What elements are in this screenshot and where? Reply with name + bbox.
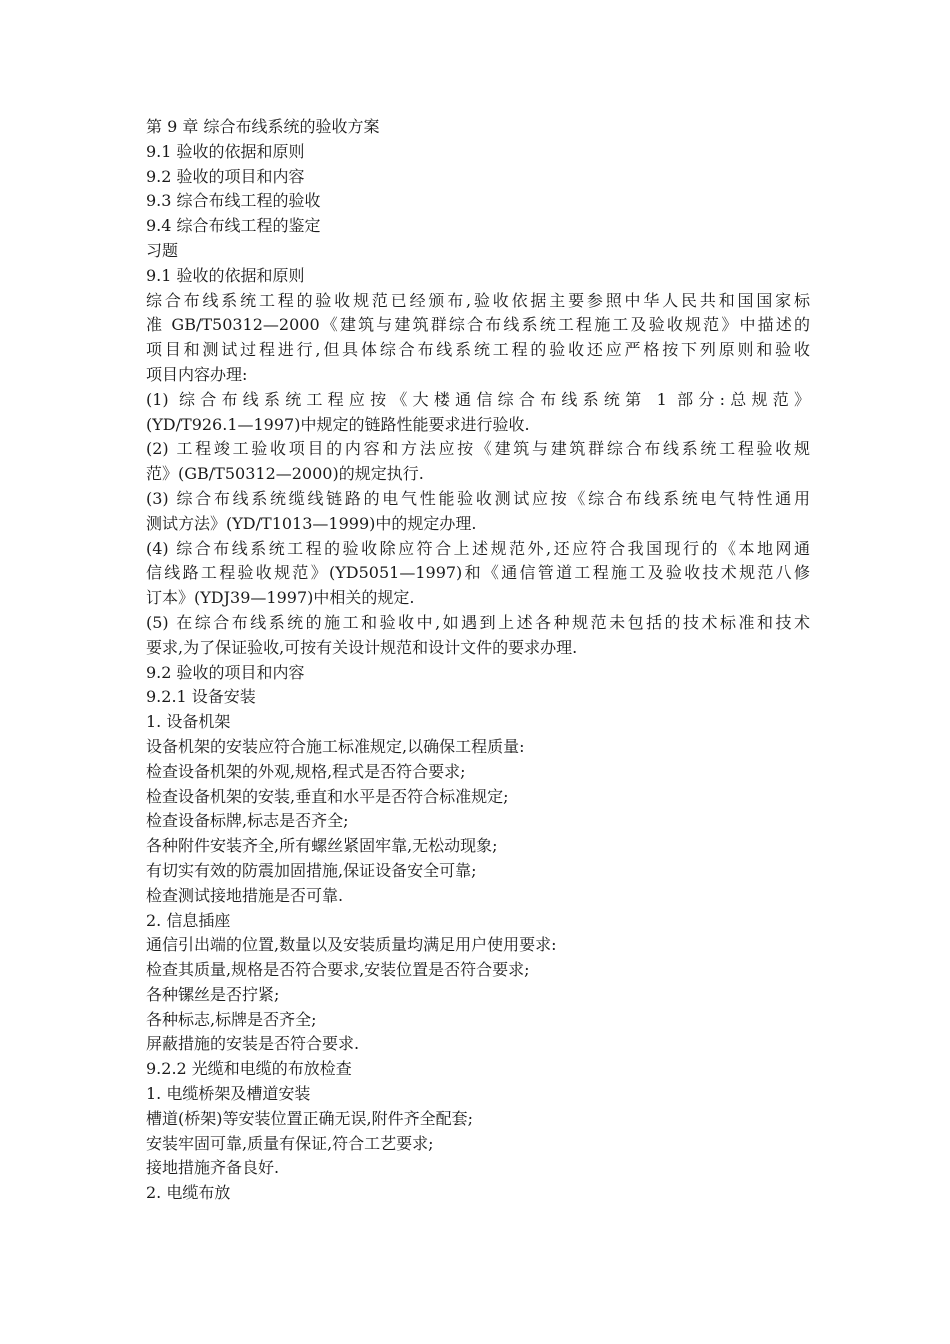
section-heading-9-1: 9.1 验收的依据和原则 [146,265,305,285]
paragraph-line: 安装牢固可靠,质量有保证,符合工艺要求; [146,1133,434,1153]
paragraph-line: 槽道(桥架)等安装位置正确无误,附件齐全配套; [146,1108,473,1128]
paragraph-line: 设备机架的安装应符合施工标准规定,以确保工程质量: [146,736,525,756]
toc-item-9-2: 9.2 验收的项目和内容 [146,166,305,186]
toc-item-9-1: 9.1 验收的依据和原则 [146,141,305,161]
paragraph-line: 检查设备机架的安装,垂直和水平是否符合标准规定; [146,786,509,806]
list-item-5-line: (5) 在综合布线系统的施工和验收中,如遇到上述各种规范未包括的技术标准和技术 [146,612,810,632]
list-item-3-line: (3) 综合布线系统缆线链路的电气性能验收测试应按《综合布线系统电气特性通用 [146,488,810,508]
part-heading-info-outlet: 2. 信息插座 [146,910,231,930]
list-item-2-line: 范》(GB/T50312—2000)的规定执行. [146,464,424,484]
toc-item-9-3: 9.3 综合布线工程的验收 [146,191,321,211]
document-page [146,115,810,1206]
paragraph-line: 通信引出端的位置,数量以及安装质量均满足用户使用要求: [146,935,557,955]
paragraph-line: 项目和测试过程进行,但具体综合布线系统工程的验收还应严格按下列原则和验收 [146,340,810,360]
paragraph-line: 准 GB/T50312—2000《建筑与建筑群综合布线系统工程施工及验收规范》中描述的 [146,315,810,335]
chapter-title: 第 9 章 综合布线系统的验收方案 [146,117,380,136]
paragraph-line: 各种标志,标牌是否齐全; [146,1009,317,1029]
paragraph-line: 屏蔽措施的安装是否符合要求. [146,1034,360,1054]
list-item-3-line: 测试方法》(YD/T1013—1999)中的规定办理. [146,513,477,533]
paragraph-line: 检查其质量,规格是否符合要求,安装位置是否符合要求; [146,960,530,980]
part-heading-cable-laying: 2. 电缆布放 [146,1183,231,1203]
subsection-heading-9-2-1: 9.2.1 设备安装 [146,687,256,707]
toc-item-exercises: 习题 [146,240,179,260]
paragraph-line: 各种附件安装齐全,所有螺丝紧固牢靠,无松动现象; [146,836,498,856]
list-item-2-line: (2) 工程竣工验收项目的内容和方法应按《建筑与建筑群综合布线系统工程验收规 [146,439,810,459]
paragraph-line: 检查设备机架的外观,规格,程式是否符合要求; [146,761,466,781]
paragraph-line: 接地措施齐备良好. [146,1158,280,1178]
section-heading-9-2: 9.2 验收的项目和内容 [146,662,305,682]
part-heading-equipment-rack: 1. 设备机架 [146,712,231,732]
list-item-4-line: 订本》(YDJ39—1997)中相关的规定. [146,588,415,608]
list-item-5-line: 要求,为了保证验收,可按有关设计规范和设计文件的要求办理. [146,637,578,657]
list-item-1-line: (1) 综合布线系统工程应按《大楼通信综合布线系统第 1 部分:总规范》 [146,389,810,409]
list-item-4-line: (4) 综合布线系统工程的验收除应符合上述规范外,还应符合我国现行的《本地网通 [146,538,810,558]
paragraph-line: 项目内容办理: [146,364,248,384]
paragraph-line: 检查设备标牌,标志是否齐全; [146,811,349,831]
toc-item-9-4: 9.4 综合布线工程的鉴定 [146,216,321,236]
part-heading-cable-tray: 1. 电缆桥架及槽道安装 [146,1084,311,1104]
subsection-heading-9-2-2: 9.2.2 光缆和电缆的布放检查 [146,1059,352,1079]
paragraph-line: 检查测试接地措施是否可靠. [146,885,344,905]
list-item-1-line: (YD/T926.1—1997)中规定的链路性能要求进行验收. [146,414,530,434]
paragraph-line: 有切实有效的防震加固措施,保证设备安全可靠; [146,860,477,880]
paragraph-line: 各种镙丝是否拧紧; [146,984,280,1004]
paragraph-line: 综合布线系统工程的验收规范已经颁布,验收依据主要参照中华人民共和国国家标 [146,290,810,310]
list-item-4-line: 信线路工程验收规范》(YD5051—1997)和《通信管道工程施工及验收技术规范八修 [146,563,810,583]
